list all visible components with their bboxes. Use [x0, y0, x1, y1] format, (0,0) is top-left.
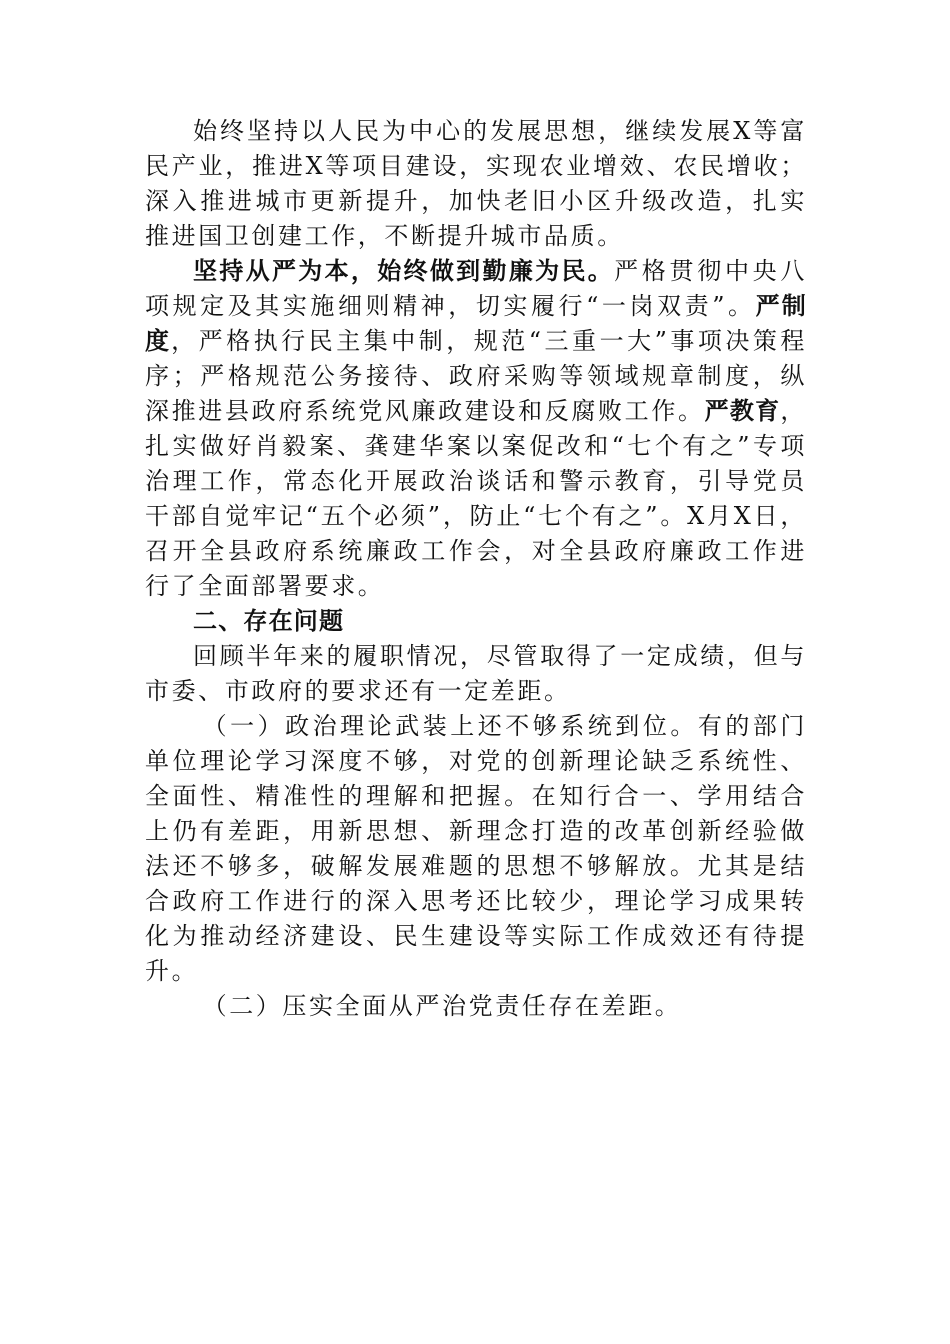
bold-strict-education: 严教育 — [704, 397, 781, 425]
text-eight-rules: 严格贯彻中央八项规定及其实施细则精神，切实履行“一岗双责”。 — [145, 257, 808, 320]
paragraph-development: 始终坚持以人民为中心的发展思想，继续发展X等富民产业，推进X等项目建设，实现农业增效、农民增收；深入推进城市更新提升，加快老旧小区升级改造，扎实推进国卫创建工作，不断提升城市品质。 — [145, 117, 807, 250]
text-strict-education: ，扎实做好肖毅案、龚建华案以案促改和“七个有之”专项治理工作，常态化开展政治谈话和警示教育，引导党员干部自觉牢记“五个必须”，防止“七个有之”。X月X日，召开全县政府系统廉政工作会，对全县政府廉政工作进行了全面部署要求。 — [145, 397, 807, 600]
bold-strict-system: 严制度 — [145, 292, 807, 355]
document-body — [145, 114, 807, 1024]
paragraph-responsibility: （二）压实全面从严治党责任存在差距。 — [202, 992, 682, 1020]
text-strict-system: ，严格执行民主集中制，规范“三重一大”事项决策程序；严格规范公务接待、政府采购等领域规章制度，纵深推进县政府系统党风廉政建设和反腐败工作。 — [145, 327, 808, 425]
section-heading-problems: 二、存在问题 — [193, 607, 345, 635]
paragraph-theory: （一）政治理论武装上还不够系统到位。有的部门单位理论学习深度不够，对党的创新理论缺乏系统性、全面性、精准性的理解和把握。在知行合一、学用结合上仍有差距，用新思想、新理念打造的改革创新经验做法还不够多，破解发展难题的思想不够解放。尤其是结合政府工作进行的深入思考还比较少，理论学习成果转化为推动经济建设、民生建设等实际工作成效还有待提升。 — [145, 712, 807, 985]
paragraph-review: 回顾半年来的履职情况，尽管取得了一定成绩，但与市委、市政府的要求还有一定差距。 — [145, 642, 807, 705]
bold-lead-integrity: 坚持从严为本，始终做到勤廉为民。 — [193, 257, 615, 285]
paragraph-integrity — [145, 254, 807, 604]
